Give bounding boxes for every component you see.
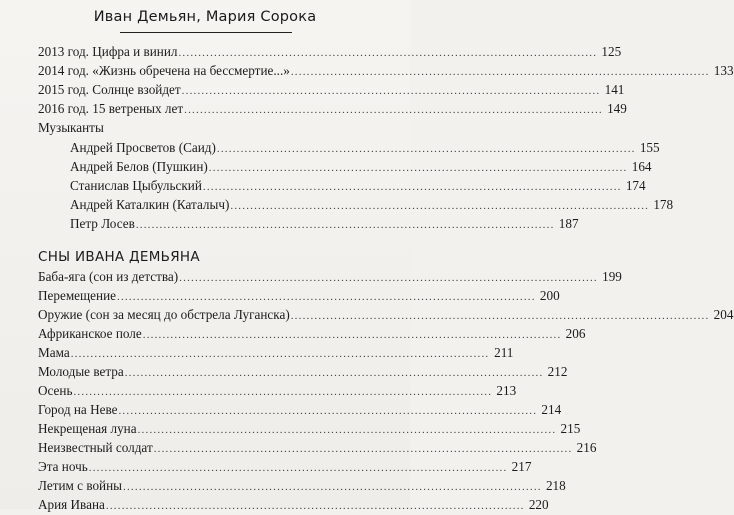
toc-entry-title: Город на Неве [38,402,118,417]
dot-leader: .......................................................................................................... [135,219,555,231]
toc-entry [38,344,514,362]
toc-entry [38,325,586,343]
toc-entry [38,496,549,514]
toc-entry-page: 220 [528,497,549,512]
toc-entry-page: 133 [713,63,734,78]
toc-entry-title: Андрей Белов (Пушкин) [70,159,208,174]
toc-entry [38,363,568,381]
toc-entry [38,477,566,495]
toc-entry-page: 213 [496,383,517,398]
dot-leader: .......................................................................................................... [117,291,536,303]
dot-leader: .......................................................................................................... [230,200,650,212]
toc-entry-page: 199 [602,269,622,284]
toc-entry-title: Станислав Цыбульский [70,178,202,193]
dot-leader: .......................................................................................................... [184,104,603,116]
toc-entry [38,268,622,286]
dot-leader: .......................................................................................................... [216,143,636,155]
toc-entry [70,177,646,195]
toc-entry-page: 217 [511,459,532,474]
toc-entry-page: 215 [560,421,581,436]
toc-entry [70,139,660,157]
toc-entry-page: 212 [547,364,568,379]
toc-entry [38,43,622,61]
toc-entry-page: 206 [565,326,586,341]
toc-entry-title: Осень [38,383,73,398]
toc-entry-title: Оружие (сон за месяц до обстрела Луганска) [38,307,290,322]
dot-leader: .......................................................................................................... [88,462,508,474]
dot-leader: .......................................................................................................... [137,424,557,436]
toc-entry [70,158,652,176]
toc-entry-title: 2015 год. Солнце взойдет [38,82,181,97]
toc-entry-title: Некрещеная луна [38,421,137,436]
toc-entry [70,215,579,233]
dot-leader: .......................................................................................................... [142,329,562,341]
toc-entry [38,382,517,400]
toc-entry-title: 2013 год. Цифра и винил [38,44,178,59]
toc-entry-page: 200 [539,288,560,303]
toc-entry-title: Андрей Просветов (Саид) [70,140,216,155]
toc-entry-title: Молодые ветра [38,364,124,379]
dot-leader: .......................................................................................................... [70,348,490,360]
toc-entry-page: 164 [631,159,652,174]
toc-entry-title: Баба-яга (сон из детства) [38,269,179,284]
dot-leader: .......................................................................................................... [118,405,538,417]
dot-leader: .......................................................................................................... [73,386,493,398]
dot-leader: .......................................................................................................... [290,310,710,322]
dot-leader: .......................................................................................................... [178,47,598,59]
toc-entry-title: Ария Ивана [38,497,105,512]
toc-entry-page: 216 [576,440,597,455]
dot-leader: .......................................................................................................... [153,443,573,455]
toc-entry [38,458,532,476]
musicians-heading: Музыканты [38,120,104,135]
toc-entry-page: 218 [545,478,566,493]
toc-entry [38,306,734,324]
toc-entry-page: 149 [607,101,627,116]
toc-entry-page: 211 [494,345,514,360]
toc-entry [38,420,581,438]
toc-entry [38,100,627,118]
toc-entry-page: 187 [558,216,579,231]
dot-leader: .......................................................................................................... [181,85,601,97]
section-heading: СНЫ ИВАНА ДЕМЬЯНА [38,249,200,265]
toc-entry [38,287,560,305]
toc-entry-title: Перемещение [38,288,116,303]
running-header: Иван Демьян, Мария Сорока [93,9,317,25]
toc-entry-page: 155 [639,140,660,155]
toc-entry-page: 178 [653,197,674,212]
toc-entry-title: Эта ночь [38,459,88,474]
toc-entry-page: 174 [625,178,646,193]
toc-entry-title: Летим с войны [38,478,123,493]
dot-leader: .......................................................................................................... [208,162,628,174]
dot-leader: .......................................................................................................... [105,500,525,512]
dot-leader: .......................................................................................................... [124,367,544,379]
toc-entry-page: 204 [713,307,734,322]
toc-entry [38,81,625,99]
dot-leader: .......................................................................................................... [202,181,622,193]
toc-entry-title: Андрей Каталкин (Каталыч) [70,197,230,212]
dot-leader: .......................................................................................................... [123,481,542,493]
toc-entry-page: 214 [541,402,562,417]
toc-entry [38,401,562,419]
toc-entry [38,439,597,457]
header-rule [120,32,292,33]
dot-leader: .......................................................................................................... [179,272,598,284]
toc-entry-title: Неизвестный солдат [38,440,153,455]
toc-entry-page: 125 [601,44,622,59]
toc-entry-page: 141 [604,82,625,97]
toc-entry [70,196,674,214]
toc-entry [38,62,734,80]
toc-entry-title: Мама [38,345,70,360]
toc-entry-title: Петр Лосев [70,216,135,231]
toc-entry-title: Африканское поле [38,326,142,341]
toc-entry-title: 2016 год. 15 ветреных лет [38,101,184,116]
dot-leader: .......................................................................................................... [290,66,710,78]
toc-entry-title: 2014 год. «Жизнь обречена на бессмертие...» [38,63,290,78]
